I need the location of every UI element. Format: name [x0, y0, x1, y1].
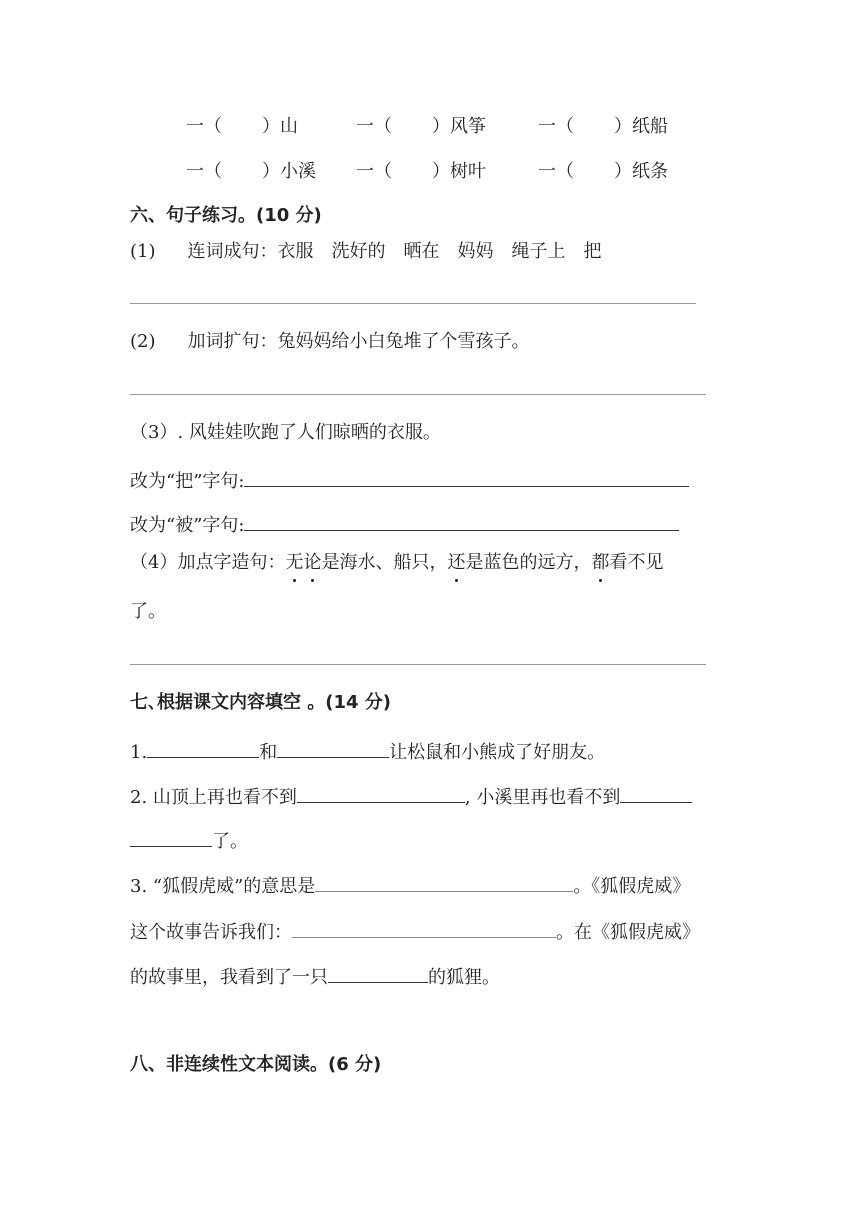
measure-word-item: 一（ ）小溪 [186, 161, 316, 182]
fill-question-1: 1. 和 让松鼠和小熊成了好朋友。 [130, 737, 605, 766]
dotted-char: 还 [447, 550, 465, 576]
section-title: 六、句子练习。(10 分) [130, 205, 322, 226]
fill-question-2: 2. 山顶上再也看不到 , 小溪里再也看不到 [130, 782, 692, 811]
section-title: 七､根据课文内容填空 。(14 分) [130, 692, 392, 713]
dotted-char: 无 [285, 550, 303, 576]
measure-word-item: 一（ ）风筝 [356, 116, 486, 137]
bei-sentence-blank[interactable] [244, 510, 679, 531]
question-3: （3）. 风娃娃吹跑了人们晾晒的衣服。 [130, 422, 441, 443]
measure-word-item: 一（ ）树叶 [356, 161, 486, 182]
fill-blank[interactable] [130, 826, 212, 847]
measure-word-item: 一（ ）纸船 [538, 116, 668, 137]
fill-question-3: 3. “狐假虎威”的意思是 。《狐假虎威》 [130, 871, 690, 900]
fill-blank[interactable] [147, 737, 259, 758]
question-4: （4）加点字造句：无论是海水、船只，还是蓝色的远方，都看不见 [130, 550, 663, 576]
answer-line[interactable] [130, 394, 706, 395]
measure-word-item: 一（ ）山 [186, 116, 298, 137]
fill-blank[interactable] [277, 737, 389, 758]
fill-question-3-line2: 这个故事告诉我们： 。在《狐假虎威》 [130, 917, 700, 946]
section-title: 八、非连续性文本阅读。(6 分) [130, 1054, 382, 1075]
measure-word-item: 一（ ）纸条 [538, 161, 668, 182]
bei-sentence-row: 改为“被”字句: [130, 510, 679, 539]
fill-blank[interactable] [620, 782, 692, 803]
fill-question-2-line2: 了。 [130, 826, 248, 855]
fill-blank[interactable] [315, 871, 573, 892]
fill-blank[interactable] [328, 962, 428, 983]
dotted-char: 论 [303, 550, 321, 576]
fill-blank[interactable] [292, 917, 556, 938]
fill-question-3-line3: 的故事里，我看到了一只 的狐狸。 [130, 962, 500, 991]
ba-sentence-blank[interactable] [244, 466, 689, 487]
ba-sentence-row: 改为“把”字句: [130, 466, 689, 495]
question-1: (1) 连词成句：衣服 洗好的 晒在 妈妈 绳子上 把 [130, 241, 602, 262]
answer-line[interactable] [130, 664, 706, 665]
question-4-line2: 了。 [130, 601, 166, 622]
fill-blank[interactable] [297, 782, 465, 803]
answer-line[interactable] [130, 303, 696, 304]
dotted-char: 都 [591, 550, 609, 576]
question-2: (2) 加词扩句：兔妈妈给小白兔堆了个雪孩子。 [130, 331, 530, 352]
